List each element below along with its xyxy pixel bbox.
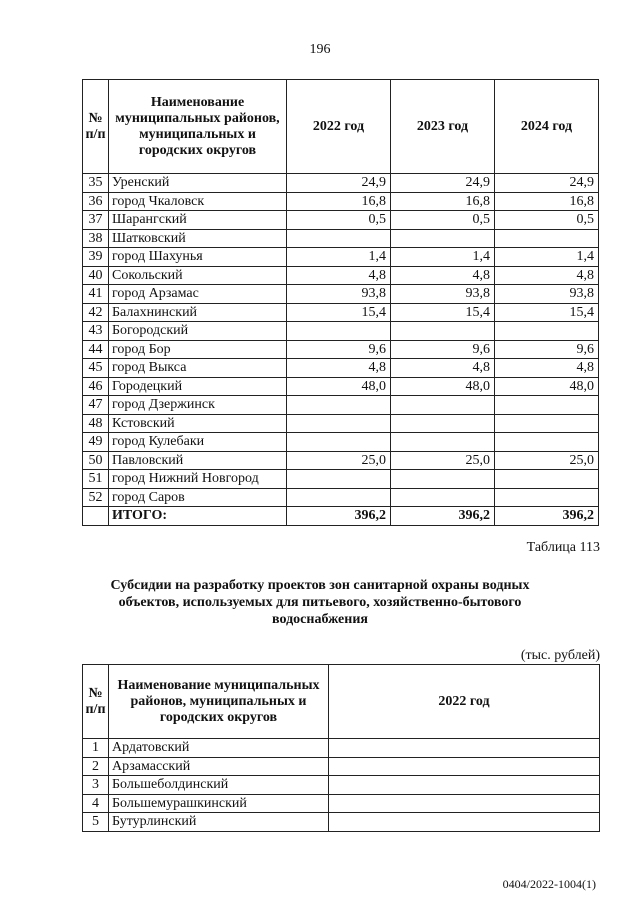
value-2022 [287, 433, 391, 452]
row-num: 49 [83, 433, 109, 452]
row-name: город Выкса [109, 359, 287, 378]
subsidies-table-continued [82, 79, 599, 526]
value-2022 [329, 794, 600, 813]
value-2022: 15,4 [287, 303, 391, 322]
value-2022 [329, 776, 600, 795]
value-2024: 4,8 [495, 266, 599, 285]
row-num: 45 [83, 359, 109, 378]
value-2024: 9,6 [495, 340, 599, 359]
value-2023 [391, 488, 495, 507]
row-num: 43 [83, 322, 109, 341]
page-number: 196 [309, 42, 331, 57]
table-row [83, 396, 599, 415]
row-name: Арзамасский [109, 757, 329, 776]
value-2024: 4,8 [495, 359, 599, 378]
value-2023: 9,6 [391, 340, 495, 359]
table-row [83, 377, 599, 396]
value-2024: 1,4 [495, 248, 599, 267]
row-name: город Шахунья [109, 248, 287, 267]
value-2022: 25,0 [287, 451, 391, 470]
row-name: Бутурлинский [109, 813, 329, 832]
table-header-row [83, 80, 599, 174]
document-code: 0404/2022-1004(1) [502, 877, 596, 891]
table-row [83, 192, 599, 211]
total-label: ИТОГО: [109, 507, 287, 526]
table-row [83, 359, 599, 378]
row-name: Шатковский [109, 229, 287, 248]
row-name: Кстовский [109, 414, 287, 433]
value-2024 [495, 396, 599, 415]
value-2024: 48,0 [495, 377, 599, 396]
row-num: 44 [83, 340, 109, 359]
row-num: 1 [83, 739, 109, 758]
value-2023: 15,4 [391, 303, 495, 322]
section-title: Субсидии на разработку проектов зон санитарной охраны водных объектов, используемых для питьевого, хозяйственно-бытового водоснабжения [110, 578, 530, 627]
row-num: 5 [83, 813, 109, 832]
total-2022: 396,2 [287, 507, 391, 526]
row-num: 50 [83, 451, 109, 470]
value-2022 [287, 414, 391, 433]
table-row [83, 174, 599, 193]
total-num-cell [83, 507, 109, 526]
value-2023: 93,8 [391, 285, 495, 304]
row-name: город Нижний Новгород [109, 470, 287, 489]
value-2024 [495, 433, 599, 452]
row-num: 39 [83, 248, 109, 267]
table-row [83, 776, 600, 795]
units-label: (тыс. рублей) [520, 648, 600, 663]
row-name: Павловский [109, 451, 287, 470]
value-2023: 24,9 [391, 174, 495, 193]
table-row [83, 322, 599, 341]
row-name: Уренский [109, 174, 287, 193]
value-2024: 16,8 [495, 192, 599, 211]
table-row [83, 211, 599, 230]
water-protection-subsidies-table [82, 664, 600, 832]
value-2024 [495, 229, 599, 248]
value-2022 [329, 757, 600, 776]
value-2022: 48,0 [287, 377, 391, 396]
row-num: 52 [83, 488, 109, 507]
total-row [83, 507, 599, 526]
value-2024 [495, 488, 599, 507]
value-2022 [287, 488, 391, 507]
header-2022: 2022 год [329, 665, 600, 739]
total-2024: 396,2 [495, 507, 599, 526]
value-2022: 1,4 [287, 248, 391, 267]
row-name: Балахнинский [109, 303, 287, 322]
value-2022: 0,5 [287, 211, 391, 230]
value-2022: 4,8 [287, 266, 391, 285]
row-num: 47 [83, 396, 109, 415]
row-num: 4 [83, 794, 109, 813]
value-2022 [287, 470, 391, 489]
row-name: Сокольский [109, 266, 287, 285]
value-2023 [391, 322, 495, 341]
row-num: 35 [83, 174, 109, 193]
table-row [83, 248, 599, 267]
row-name: город Кулебаки [109, 433, 287, 452]
table-row [83, 757, 600, 776]
value-2023 [391, 414, 495, 433]
value-2022: 16,8 [287, 192, 391, 211]
row-name: Шарангский [109, 211, 287, 230]
table-row [83, 414, 599, 433]
value-2024: 24,9 [495, 174, 599, 193]
value-2024 [495, 470, 599, 489]
row-num: 38 [83, 229, 109, 248]
value-2024: 15,4 [495, 303, 599, 322]
row-num: 41 [83, 285, 109, 304]
header-2024: 2024 год [495, 80, 599, 174]
value-2022 [287, 396, 391, 415]
header-2022: 2022 год [287, 80, 391, 174]
table-row [83, 794, 600, 813]
table-caption: Таблица 113 [526, 540, 600, 555]
value-2023: 25,0 [391, 451, 495, 470]
row-num: 51 [83, 470, 109, 489]
value-2023 [391, 229, 495, 248]
value-2023: 0,5 [391, 211, 495, 230]
header-name: Наименование муниципальных районов, муниципальных и городских округов [109, 665, 329, 739]
table-row [83, 340, 599, 359]
row-name: Городецкий [109, 377, 287, 396]
value-2022 [329, 813, 600, 832]
value-2023: 1,4 [391, 248, 495, 267]
row-num: 48 [83, 414, 109, 433]
value-2023: 4,8 [391, 266, 495, 285]
table-row [83, 813, 600, 832]
table-row [83, 285, 599, 304]
header-num: № п/п [83, 665, 109, 739]
value-2023: 4,8 [391, 359, 495, 378]
value-2022: 24,9 [287, 174, 391, 193]
total-2023: 396,2 [391, 507, 495, 526]
row-num: 2 [83, 757, 109, 776]
table-header-row [83, 665, 600, 739]
value-2023 [391, 470, 495, 489]
row-name: город Арзамас [109, 285, 287, 304]
row-name: Ардатовский [109, 739, 329, 758]
value-2023 [391, 396, 495, 415]
header-2023: 2023 год [391, 80, 495, 174]
table-row [83, 303, 599, 322]
row-num: 40 [83, 266, 109, 285]
table-row [83, 488, 599, 507]
table-row [83, 451, 599, 470]
value-2023: 16,8 [391, 192, 495, 211]
row-num: 37 [83, 211, 109, 230]
row-num: 36 [83, 192, 109, 211]
row-name: город Дзержинск [109, 396, 287, 415]
row-name: город Саров [109, 488, 287, 507]
table-row [83, 739, 600, 758]
value-2022: 4,8 [287, 359, 391, 378]
table-row [83, 470, 599, 489]
table-row [83, 229, 599, 248]
value-2023: 48,0 [391, 377, 495, 396]
value-2022 [287, 229, 391, 248]
row-name: Богородский [109, 322, 287, 341]
value-2022 [329, 739, 600, 758]
row-name: город Чкаловск [109, 192, 287, 211]
value-2024: 93,8 [495, 285, 599, 304]
row-name: Большеболдинский [109, 776, 329, 795]
header-name: Наименование муниципальных районов, муниципальных и городских округов [109, 80, 287, 174]
header-num: № п/п [83, 80, 109, 174]
row-name: Большемурашкинский [109, 794, 329, 813]
table-row [83, 266, 599, 285]
value-2024 [495, 322, 599, 341]
value-2024 [495, 414, 599, 433]
value-2024: 0,5 [495, 211, 599, 230]
value-2022: 9,6 [287, 340, 391, 359]
value-2023 [391, 433, 495, 452]
row-name: город Бор [109, 340, 287, 359]
row-num: 46 [83, 377, 109, 396]
value-2024: 25,0 [495, 451, 599, 470]
table-row [83, 433, 599, 452]
value-2022: 93,8 [287, 285, 391, 304]
value-2022 [287, 322, 391, 341]
row-num: 42 [83, 303, 109, 322]
row-num: 3 [83, 776, 109, 795]
